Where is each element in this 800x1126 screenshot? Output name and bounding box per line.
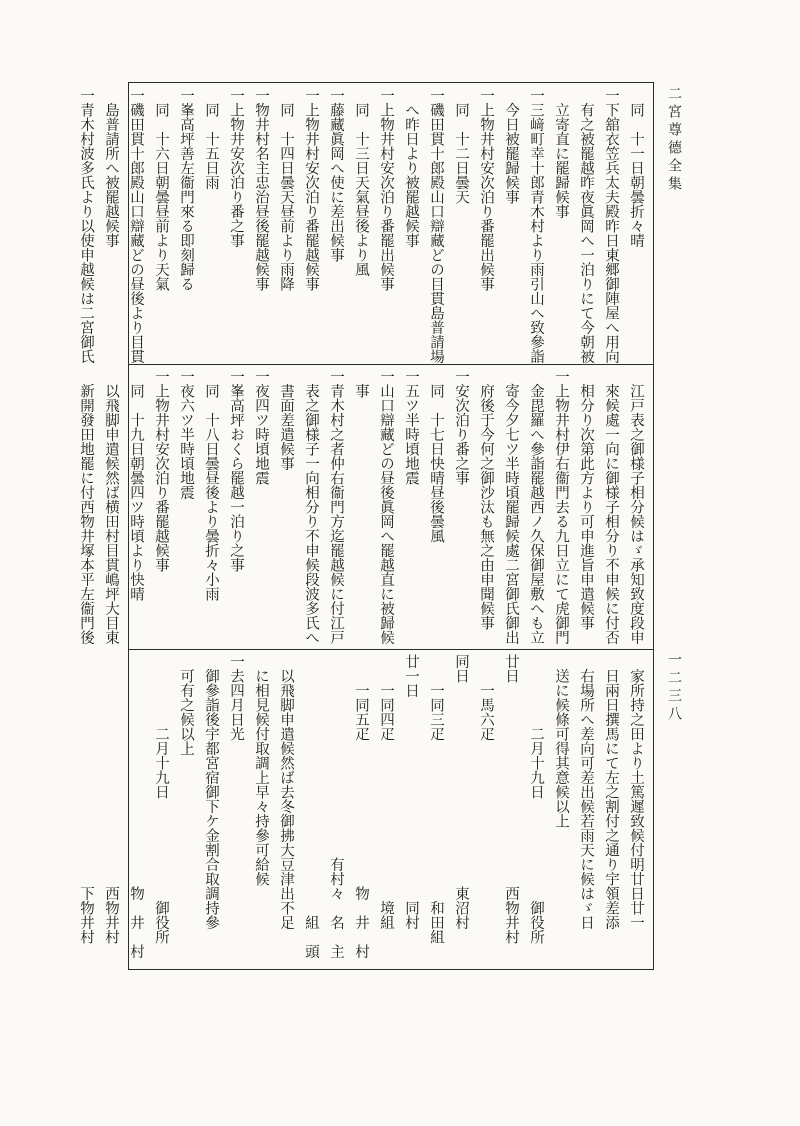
text-line: 一上物井村安次泊り番罷越候事 [303, 88, 319, 291]
text-line: 一夜四ツ時頃地震 [253, 369, 269, 485]
text-line: 西物井村 [103, 654, 119, 944]
text-line: 日兩日撰馬にて左之割付之通り宇領差添 [603, 654, 619, 930]
text-line: 一青木村波多氏より以使申越候は二宮御氏 [78, 88, 94, 364]
text-line: 同 十六日朝曇昼前より天氣 [153, 88, 169, 291]
text-line: 御參詣後宇都宮宿御下ケ金割合取調持參 [203, 654, 219, 930]
text-line: 江戸表之御様子相分候はゞ承知致度段申 [628, 369, 644, 645]
text-line: 同 十八日曇昼後より曇折々小雨 [203, 369, 219, 601]
text-line: 一山口辯藏どの昼後眞岡へ罷越直に被歸候 [378, 369, 394, 645]
text-line: 金毘羅へ參詣罷越西ノ久保御屋敷へも立 [528, 369, 544, 645]
text-line: 有村々 名 主 [328, 654, 344, 959]
text-line: 一上物井村安次泊り番罷出候事 [378, 88, 394, 291]
text-line: 一上物井村安次泊り番罷出候事 [478, 88, 494, 291]
text-line: に相見候付取調上早々持參可給候 [253, 654, 269, 886]
text-line: 今日被罷歸候事 [503, 88, 519, 204]
text-line: 一馬六疋 [478, 654, 494, 741]
text-line: 廿一日 同村 [403, 654, 419, 930]
text-line: 一夜六ツ半時頃地震 [178, 369, 194, 500]
text-line: 一上物井村伊右衞門去る九日立にて虎御門 [553, 369, 569, 645]
text-line: 一五ツ半時頃地震 [403, 369, 419, 485]
text-line: 同 十九日朝曇四ツ時頃より快晴 [128, 369, 144, 601]
text-line: 送に候條可得其意候以上 [553, 654, 569, 828]
text-line: 一下舘衣笠兵太夫殿昨日東郷御陣屋へ用向 [603, 88, 619, 364]
text-line: 來候處一向に御様子相分り不申候に付否 [603, 369, 619, 645]
text-line: 家所持之田より土篤遲致候付明廿日廿一 [628, 654, 644, 930]
text-line: 一峯高坪おくら罷越一泊り之事 [228, 369, 244, 572]
text-line: 一三﨑町幸十郎青木村より雨引山へ致參詣 [528, 88, 544, 364]
text-line: 以飛脚申遣候然ば横田村目貫嶋坪大目東 [103, 369, 119, 645]
text-line: 組 頭 [303, 654, 319, 959]
text-line: 廿日 西物井村 [503, 654, 519, 944]
text-line: 右場所へ差向可差出候若雨天に候はゞ日 [578, 654, 594, 930]
text-line: 同 十七日快晴昼後曇風 [428, 369, 444, 543]
text-line: 一磯田貫十郎殿山口辯藏どの目貫島普請場 [428, 88, 444, 364]
text-line: 同 十二日曇天 [453, 88, 469, 204]
text-line: 同 十五日雨 [203, 88, 219, 190]
text-line: 府後于今何之御沙汰も無之由申聞候事 [478, 369, 494, 630]
text-line: 一物井村名主忠治昼後罷越候事 [253, 88, 269, 291]
lower-tier [78, 654, 648, 966]
text-line: 一青木村之者仲右衞門方迄罷越候に付江戸 [328, 369, 344, 645]
text-line: 二月十九日 御役所 [528, 654, 544, 944]
text-line: 同 十三日天氣昼後より風 [353, 88, 369, 277]
text-line: 立寄直に罷歸候事 [553, 88, 569, 219]
text-line: 一去四月日光 [228, 654, 244, 741]
upper-tier [78, 88, 648, 368]
text-line: 同 十一日朝曇折々晴 [628, 88, 644, 248]
text-line: 有之被罷越昨夜眞岡へ一泊りにて今朝被 [578, 88, 594, 364]
text-line: 一上物井村安次泊り番罷越候事 [153, 369, 169, 572]
text-line: 事 [353, 369, 369, 398]
text-line: 可有之候以上 [178, 654, 194, 756]
page-number: 一二三八 [666, 652, 682, 724]
text-line: 一同三疋 和田組 [428, 654, 444, 944]
text-line: 寄今夕七ツ半時頃罷歸候處二宮御氏御出 [503, 369, 519, 645]
text-line: 一藤藏眞岡へ使に差出候事 [328, 88, 344, 262]
running-head: 二宮尊德全集 [666, 86, 682, 194]
text-line: 物 井 村 [128, 654, 144, 959]
text-line: 同 十四日曇天昼前より雨降 [278, 88, 294, 291]
text-line: 新開發田地罷に付西物井塚本平左衞門後 [78, 369, 94, 645]
text-line: 島普請所へ被罷越候事 [103, 88, 119, 248]
text-line: 表之御様子一向相分り不申候段波多氏へ [303, 369, 319, 645]
text-line: 同日 東沼村 [453, 654, 469, 930]
text-line: 一同四疋 境組 [378, 654, 394, 930]
text-line: 以飛脚申遣候然ば去冬御拂大豆津出不足 [278, 654, 294, 930]
text-line: 相分り次第此方より可申進旨申遣候事 [578, 369, 594, 630]
text-line: へ昨日より被罷越候事 [403, 88, 419, 248]
text-line: 一同五疋 物 井 村 [353, 654, 369, 959]
text-line: 一上物井安次泊り番之事 [228, 88, 244, 248]
text-line: 書面差遣候事 [278, 369, 294, 471]
text-line: 一磯田貫十郎殿山口辯藏どの昼後より目貫 [128, 88, 144, 364]
middle-tier [78, 369, 648, 649]
text-line: 下物井村 [78, 654, 94, 944]
tier-divider [129, 649, 653, 650]
text-line: 二月十九日 御役所 [153, 654, 169, 944]
text-line: 一峯高坪善左衞門來る即刻歸る [178, 88, 194, 291]
text-line: 一安次泊り番之事 [453, 369, 469, 485]
